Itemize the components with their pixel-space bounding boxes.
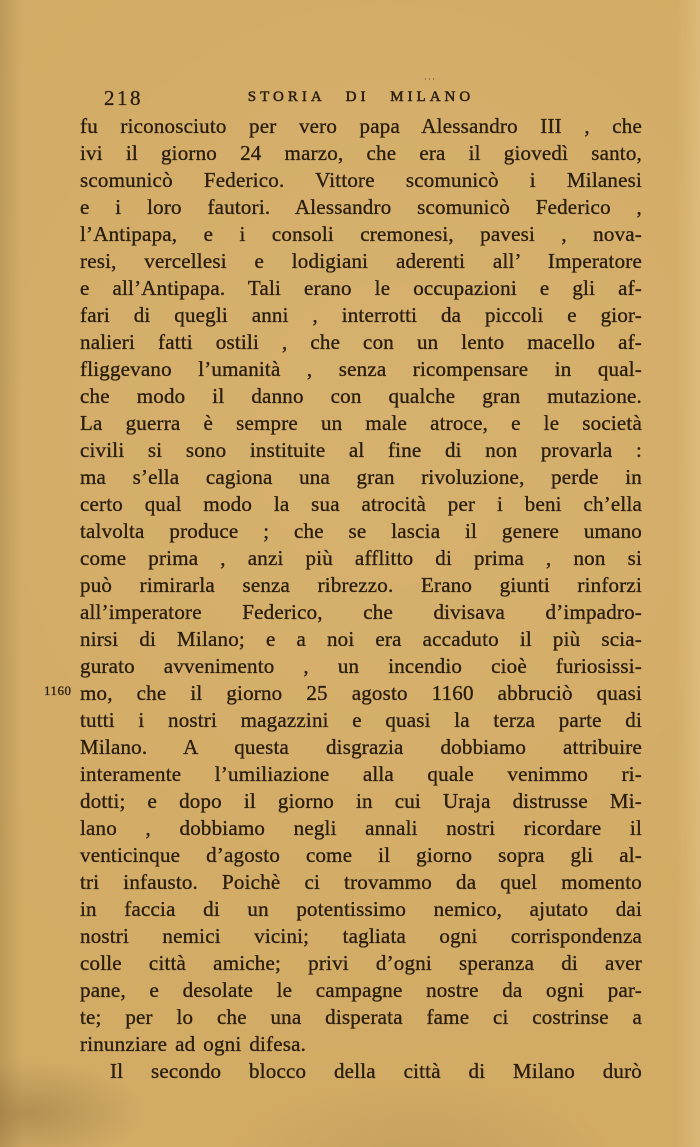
text-line: colle città amiche; privi d’ogni speranza di aver <box>80 951 642 975</box>
margin-year-note: 1160 <box>44 683 72 698</box>
text-line: l’Antipapa, e i consoli cremonesi, pavesi , nova- <box>80 222 642 246</box>
text-line: certo qual modo la sua atrocità per i beni ch’ella <box>80 492 642 516</box>
text-line: nirsi di Milano; e a noi era accaduto il più scia- <box>80 627 642 651</box>
text-line: fari di quegli anni , interrotti da piccoli e gior- <box>80 303 642 327</box>
text-line: come prima , anzi più afflitto di prima , non si <box>80 546 642 570</box>
running-header: STORIA DI MILANO <box>247 89 475 105</box>
text-line: e all’Antipapa. Tali erano le occupazioni e gli af- <box>80 276 642 300</box>
text-line: venticinque d’agosto come il giorno sopra gli al- <box>80 843 642 867</box>
text-line: talvolta produce ; che se lascia il genere umano <box>80 519 642 543</box>
text-line: all’imperatore Federico, che divisava d’impadro- <box>80 600 642 624</box>
page-number: 218 <box>104 86 143 110</box>
text-line: civili si sono instituite al fine di non provarla : <box>80 438 642 462</box>
text-line: ivi il giorno 24 marzo, che era il giovedì santo, <box>80 141 642 165</box>
text-line: in faccia di un potentissimo nemico, ajutato dai <box>80 897 642 921</box>
body-text <box>80 113 642 1085</box>
text-line: te; per lo che una disperata fame ci costrinse a <box>80 1005 642 1029</box>
text-line: lano , dobbiamo negli annali nostri ricordare il <box>80 816 642 840</box>
text-line: tri infausto. Poichè ci trovammo da quel momento <box>80 870 642 894</box>
text-line: scomunicò Federico. Vittore scomunicò i Milanesi <box>80 168 642 192</box>
text-line: pane, e desolate le campagne nostre da ogni par- <box>80 978 642 1002</box>
page-header <box>0 74 700 112</box>
text-line: e i loro fautori. Alessandro scomunicò Federico , <box>80 195 642 219</box>
text-line: mo, che il giorno 25 agosto 1160 abbruciò quasi <box>80 681 642 705</box>
text-line: nalieri fatti ostili , che con un lento macello af- <box>80 330 642 354</box>
text-line: resi, vercellesi e lodigiani aderenti all’ Imperatore <box>80 249 642 273</box>
text-line: Il secondo blocco della città di Milano durò <box>110 1059 642 1083</box>
text-line: ma s’ella cagiona una gran rivoluzione, perde in <box>80 465 642 489</box>
text-line: fu riconosciuto per vero papa Alessandro III , che <box>80 114 642 138</box>
text-line: fliggevano l’umanità , senza ricompensare in qual- <box>80 357 642 381</box>
ink-smudge: ··· <box>424 74 436 84</box>
text-line: dotti; e dopo il giorno in cui Uraja distrusse Mi- <box>80 789 642 813</box>
text-line: rinunziare ad ogni difesa. <box>80 1032 307 1056</box>
text-line: tutti i nostri magazzini e quasi la terza parte di <box>80 708 642 732</box>
text-line: gurato avvenimento , un incendio cioè furiosissi- <box>80 654 642 678</box>
text-line: Milano. A questa disgrazia dobbiamo attribuire <box>80 735 642 759</box>
text-line: interamente l’umiliazione alla quale venimmo ri- <box>80 762 642 786</box>
text-line: La guerra è sempre un male atroce, e le società <box>80 411 642 435</box>
text-line: nostri nemici vicini; tagliata ogni corrispondenza <box>80 924 642 948</box>
text-line: può rimirarla senza ribrezzo. Erano giunti rinforzi <box>80 573 642 597</box>
text-line: che modo il danno con qualche gran mutazione. <box>80 384 642 408</box>
